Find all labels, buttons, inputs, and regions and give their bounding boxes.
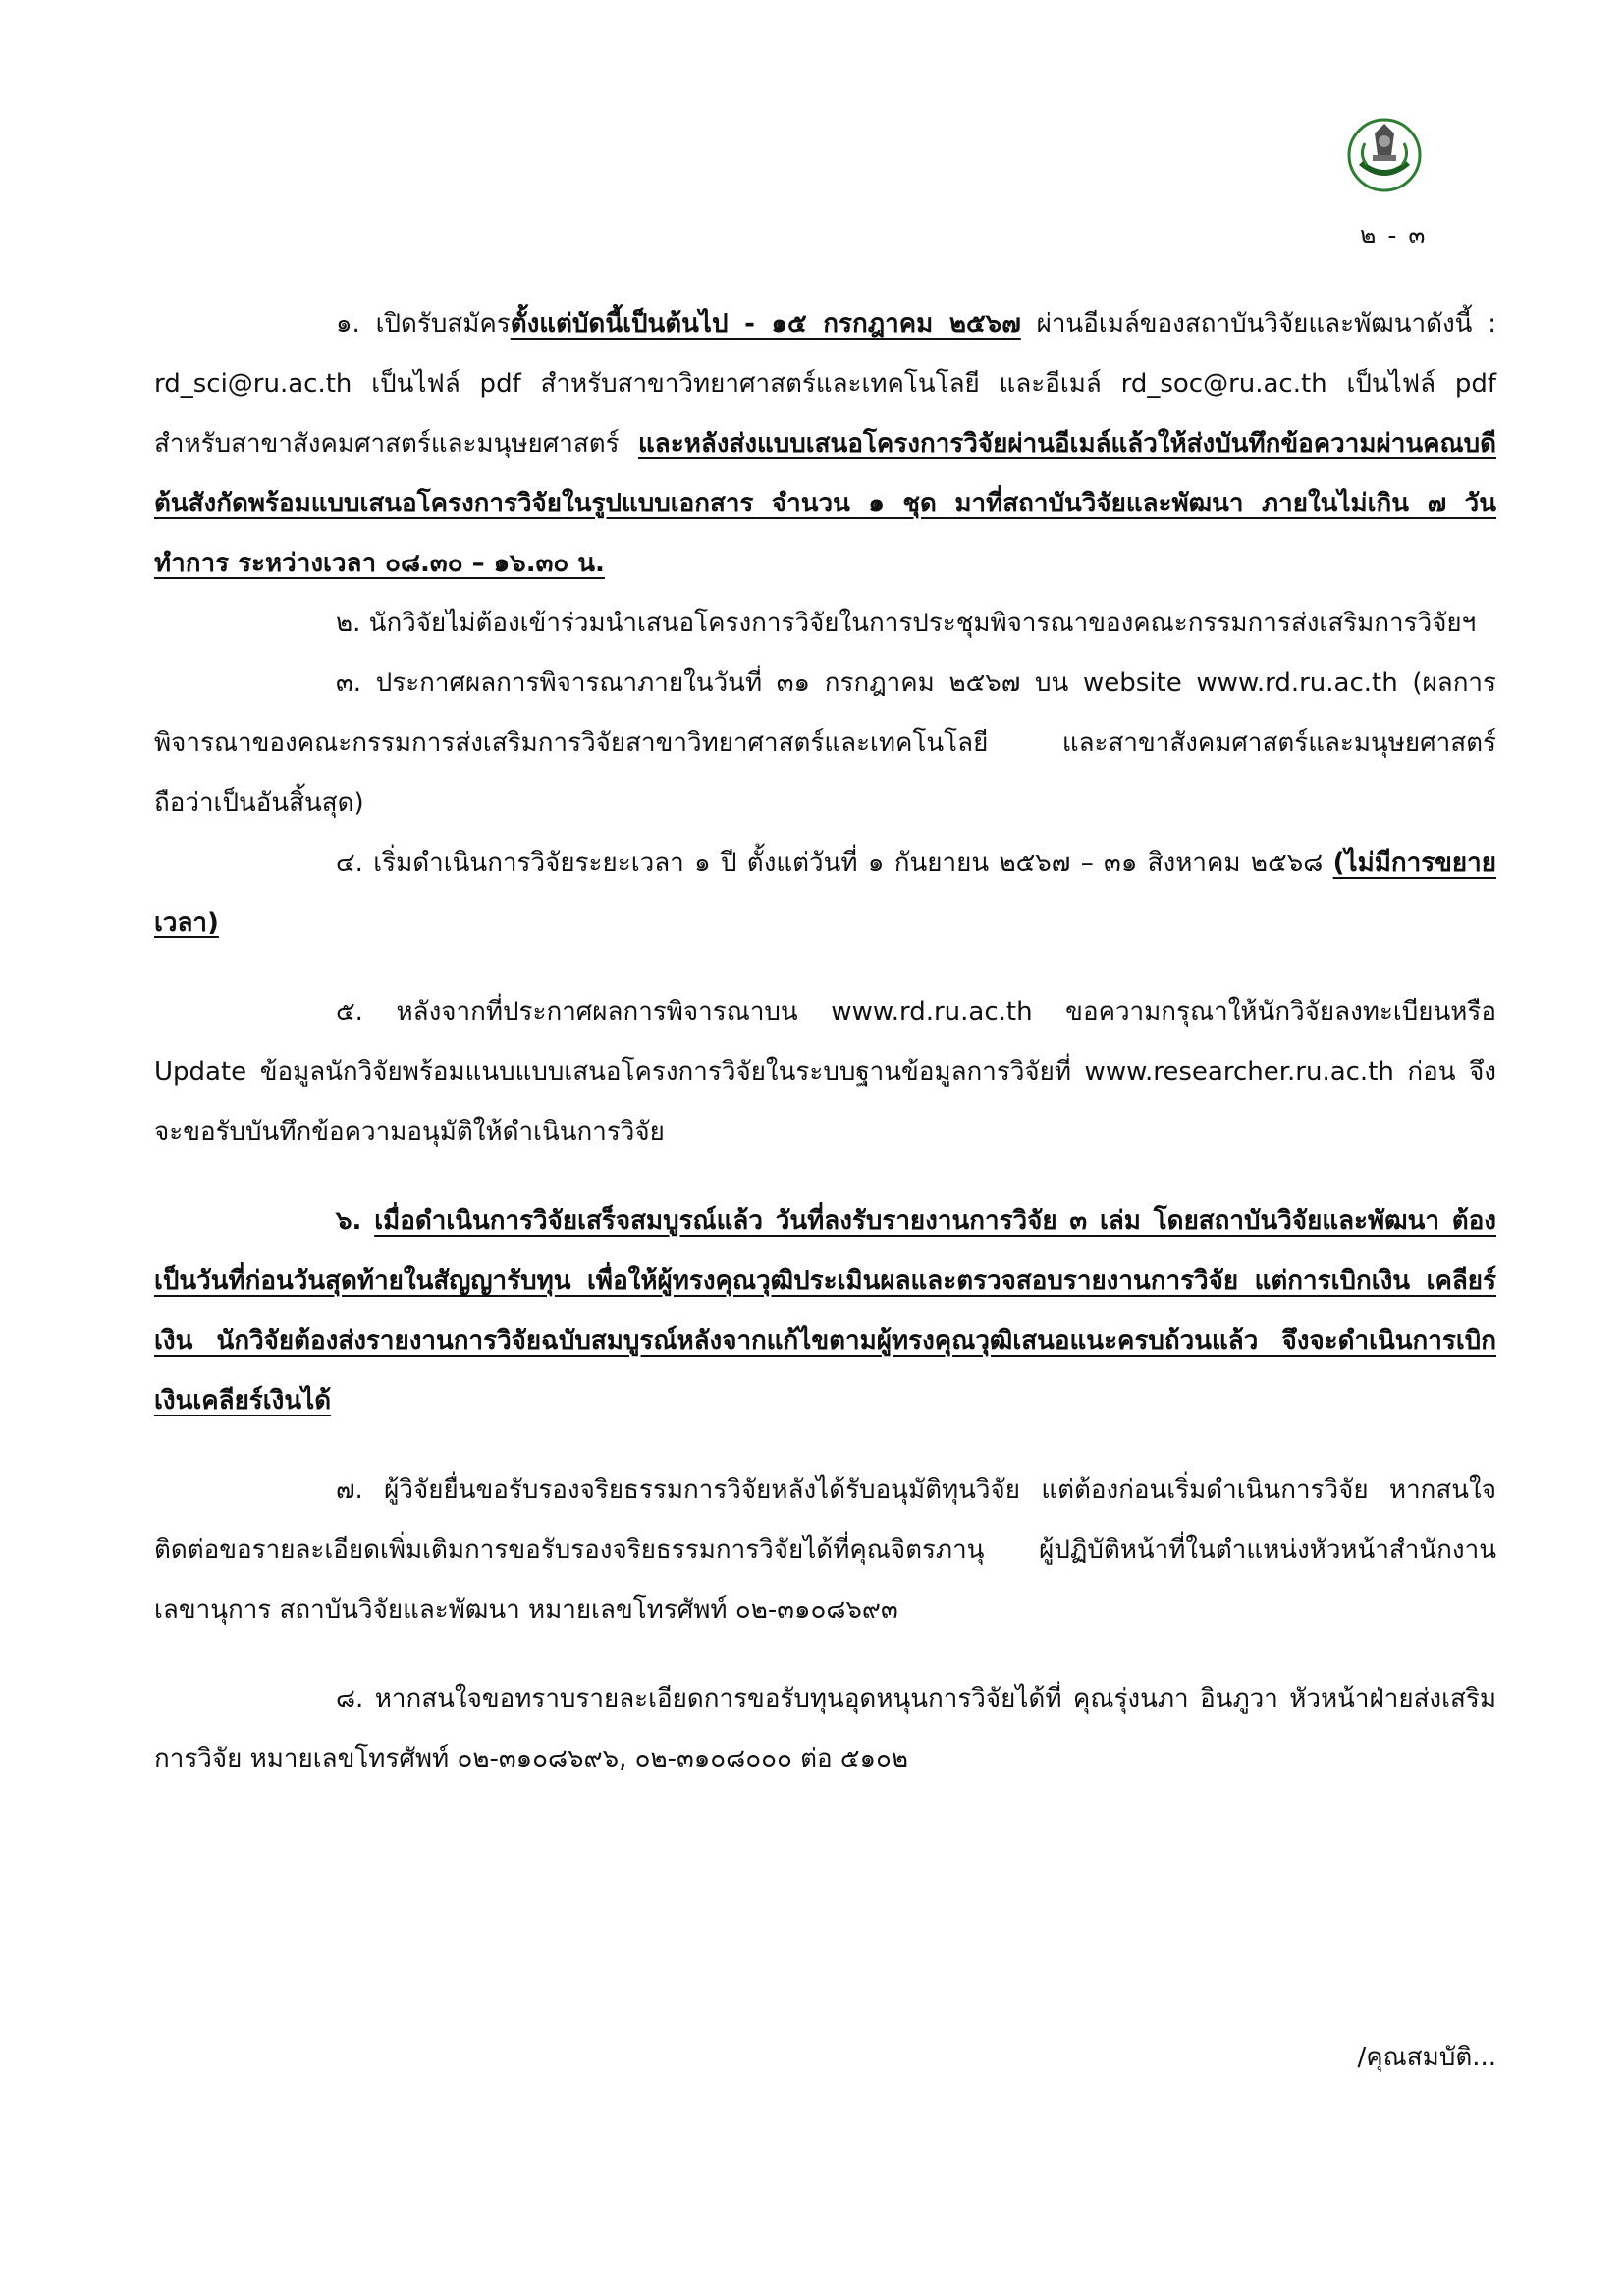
continuation-marker: /คุณสมบัติ... — [1357, 2043, 1496, 2072]
list-item — [154, 833, 1496, 953]
text-segment: ๖. — [336, 1206, 375, 1236]
list-item — [154, 594, 1496, 654]
text-segment: เมื่อดำเนินการวิจัยเสร็จสมบูรณ์แล้ว วันที่ลงรับรายงานการวิจัย ๓ เล่ม โดยสถาบันวิจัยและพัฒนา ต้องเป็นวันที่ก่อนวันสุดท้ายในสัญญารับทุน เพื่อให้ผู้ทรงคุณวุฒิประเมินผลและตรวจสอบรายงานการวิจัย แต่การเบิกเงิน เคลียร์เงิน นักวิจัยต้องส่งรายงานการวิจัยฉบับสมบูรณ์หลังจากแก้ไขตามผู้ทรงคุณวุฒิเสนอแนะครบถ้วนแล้ว จึงจะดำเนินการเบิกเงินเคลียร์เงินได้ — [154, 1206, 1497, 1415]
list-item — [154, 1670, 1496, 1789]
text-segment: และหลังส่งแบบเสนอโครงการวิจัยผ่านอีเมล์แล้วให้ส่งบันทึกข้อความผ่านคณบดีต้นสังกัดพร้อมแบบเสนอโครงการวิจัยในรูปแบบเอกสาร จำนวน ๑ ชุด มาที่สถาบันวิจัยและพัฒนา ภายในไม่เกิน ๗ วันทำการ ระหว่างเวลา ๐๘.๓๐ – ๑๖.๓๐ น. — [154, 429, 1496, 578]
text-segment: ๒. นักวิจัยไม่ต้องเข้าร่วมนำเสนอโครงการวิจัยในการประชุมพิจารณาของคณะกรรมการส่งเสริมการวิจัยฯ — [336, 609, 1477, 638]
text-segment: ๗. ผู้วิจัยยื่นขอรับรองจริยธรรมการวิจัยหลังได้รับอนุมัติทุนวิจัย แต่ต้องก่อนเริ่มดำเนินการวิจัย หากสนใจติดต่อขอรายละเอียดเพิ่มเติมการขอรับรองจริยธรรมการวิจัยได้ที่คุณจิตรภานุ ผู้ปฏิบัติหน้าที่ในตำแหน่งหัวหน้าสำนักงานเลขานุการ สถาบันวิจัยและพัฒนา หมายเลขโทรศัพท์ ๐๒-๓๑๐๘๖๙๓ — [154, 1475, 1496, 1625]
text-segment: ผ่านอีเมล์ของสถาบันวิจัยและพัฒนาดังนี้ : rd_sci@ru.ac.th เป็นไฟล์ pdf สำหรับสาขาวิทยาศาสตร์และเทคโนโลยี และอีเมล์ rd_soc@ru.ac.th เป็นไฟล์ pdf สำหรับสาขาสังคมศาสตร์และมนุษยศาสตร์ — [154, 309, 1496, 458]
text-segment: (ไม่มีการขยายเวลา) — [154, 848, 1496, 937]
page-number: ๒ - ๓ — [1360, 221, 1428, 249]
list-item — [154, 654, 1496, 833]
text-segment: ๘. หากสนใจขอทราบรายละเอียดการขอรับทุนอุดหนุนการวิจัยได้ที่ คุณรุ่งนภา อินภูวา หัวหน้าฝ่ายส่งเสริมการวิจัย หมายเลขโทรศัพท์ ๐๒-๓๑๐๘๖๙๖, ๐๒-๓๑๐๘๐๐๐ ต่อ ๕๑๐๒ — [154, 1684, 1496, 1774]
text-segment: ๓. ประกาศผลการพิจารณาภายในวันที่ ๓๑ กรกฎาคม ๒๕๖๗ บน website www.rd.ru.ac.th (ผลการพิจารณาของคณะกรรมการส่งเสริมการวิจัยสาขาวิทยาศาสตร์และเทคโนโลยี และสาขาสังคมศาสตร์และมนุษยศาสตร์ ถือว่าเป็นอันสิ้นสุด) — [154, 668, 1496, 818]
seal-icon — [1345, 116, 1424, 194]
document-body — [154, 294, 1496, 1789]
text-segment: ๑. เปิดรับสมัคร — [336, 309, 511, 339]
text-segment: ๔. เริ่มดำเนินการวิจัยระยะเวลา ๑ ปี ตั้งแต่วันที่ ๑ กันยายน ๒๕๖๗ – ๓๑ สิงหาคม ๒๕๖๘ — [336, 848, 1333, 878]
list-item — [154, 1461, 1496, 1640]
list-item — [154, 1192, 1496, 1431]
text-segment: ตั้งแต่บัดนี้เป็นต้นไป - ๑๕ กรกฎาคม ๒๕๖๗ — [510, 309, 1021, 339]
text-segment: ๕. หลังจากที่ประกาศผลการพิจารณาบน www.rd.ru.ac.th ขอความกรุณาให้นักวิจัยลงทะเบียนหรือ Update ข้อมูลนักวิจัยพร้อมแนบแบบเสนอโครงการวิจัยในระบบฐานข้อมูลการวิจัยที่ www.researcher.ru.ac.th ก่อน จึงจะขอรับบันทึกข้อความอนุมัติให้ดำเนินการวิจัย — [154, 997, 1496, 1147]
list-item — [154, 294, 1496, 594]
university-seal-logo — [1345, 116, 1424, 194]
list-item — [154, 983, 1496, 1162]
